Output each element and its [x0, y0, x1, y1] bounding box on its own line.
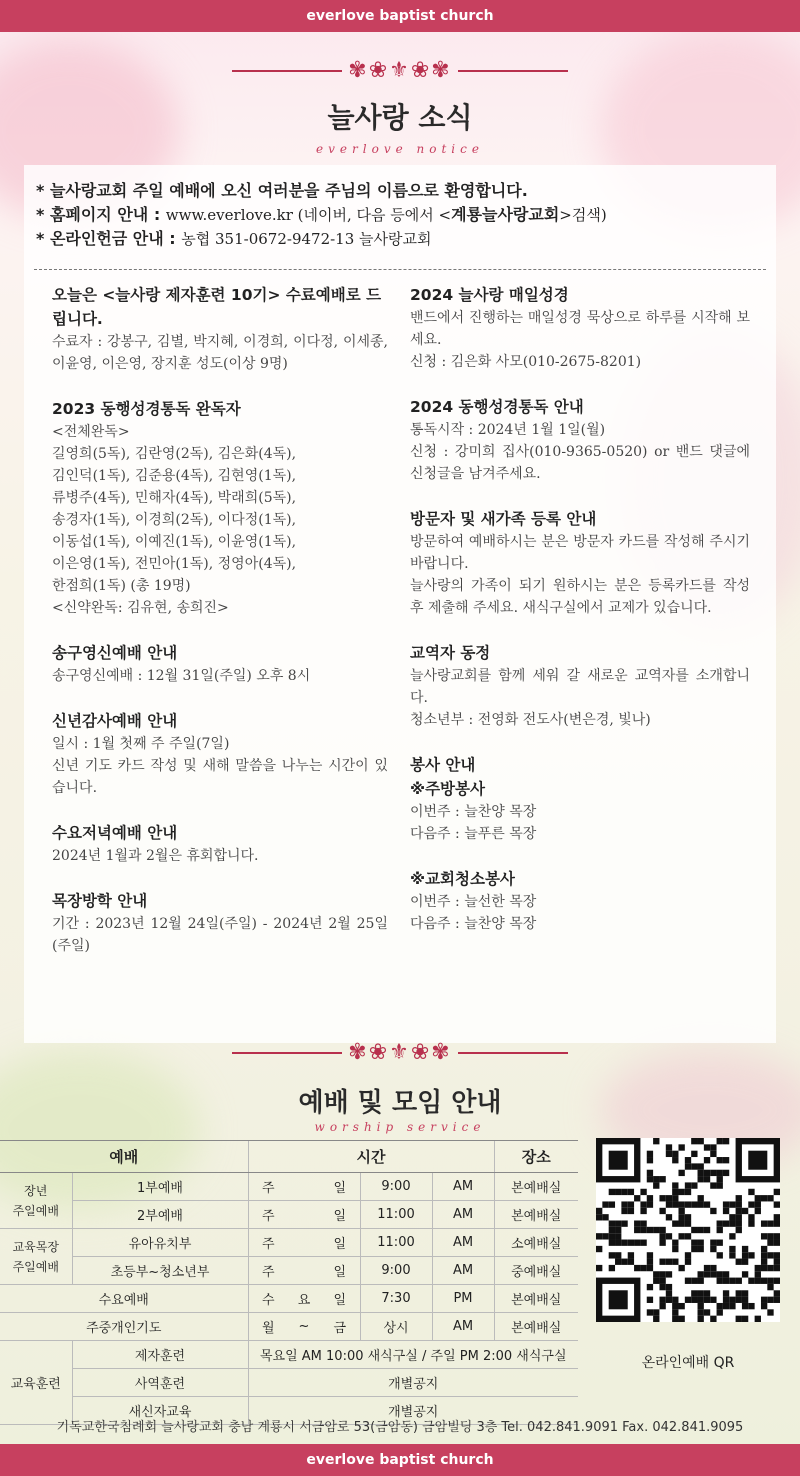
service-time: 9:00: [360, 1173, 432, 1201]
offering-line: * 온라인헌금 안내 : 농협 351-0672-9472-13 늘사랑교회: [36, 229, 432, 248]
am-pm: AM: [432, 1229, 494, 1257]
ornament-divider: ✾❀⚜❀✾: [0, 58, 800, 83]
section-title: 오늘은 <늘사랑 제자훈련 10기> 수료예배로 드립니다.: [52, 286, 382, 328]
notice-section: [52, 397, 388, 619]
am-pm: PM: [432, 1285, 494, 1313]
day-3: 일: [320, 1201, 360, 1229]
section-title: 교역자 동정: [410, 644, 491, 662]
section-body: 통독시작 : 2024년 1월 1일(월) 신청 : 강미희 집사(010-9365-0520) or 밴드 댓글에 신청글을 남겨주세요.: [410, 422, 750, 482]
qr-label: 온라인예배 QR: [641, 1355, 735, 1371]
table-header-row: [0, 1141, 578, 1173]
training-name: 제자훈련: [72, 1341, 248, 1369]
worship-table: [0, 1140, 578, 1425]
day-2: [288, 1229, 320, 1257]
service-place: 본예배실: [494, 1201, 578, 1229]
table-row: [0, 1369, 578, 1397]
worship-title: 예배 및 모임 안내: [298, 1088, 502, 1118]
notice-section: [52, 283, 388, 375]
day-1: 월: [248, 1313, 288, 1341]
section-body: 기간 : 2023년 12월 24일(주일) - 2024년 2월 25일(주일): [52, 916, 388, 954]
bottom-brand-band: [0, 1444, 800, 1476]
am-pm: AM: [432, 1173, 494, 1201]
section-title: 신년감사예배 안내: [52, 712, 178, 730]
section-title: 2024 늘사랑 매일성경: [410, 286, 569, 304]
notice-section: [52, 889, 388, 957]
worship-subtitle: worship service: [314, 1120, 486, 1134]
table-row: [0, 1257, 578, 1285]
section-body: 이번주 : 늘선한 목장 다음주 : 늘찬양 목장: [410, 894, 537, 932]
day-3: 일: [320, 1257, 360, 1285]
service-place: 본예배실: [494, 1173, 578, 1201]
notice-title: 늘사랑 소식: [327, 101, 473, 134]
notice-section: [410, 867, 750, 935]
am-pm: AM: [432, 1313, 494, 1341]
section-body: 이번주 : 늘찬양 목장 다음주 : 늘푸른 목장: [410, 804, 537, 842]
service-time: 상시: [360, 1313, 432, 1341]
service-time: 9:00: [360, 1257, 432, 1285]
welcome-notice: [24, 165, 776, 251]
section-body: <전체완독> 길영희(5독), 김란영(2독), 김은화(4독), 김인덕(1독), 김준용(4독), 김현영(1독), 류병주(4독), 민해자(4독), 박래희(5독), 송경자(1독), 이경희(2독), 이다정(1독), 이동섭(1독), 이예진(1독), 이윤영(1독), 이은영(1독), 전민아(1독), 정영아(4독), 한점희(1독) (총 19명) <신약완독: 김유현, 송희진>: [52, 424, 297, 616]
notice-section: [410, 283, 750, 373]
training-info: 개별공지: [248, 1369, 578, 1397]
service-place: 본예배실: [494, 1313, 578, 1341]
day-1: 주: [248, 1229, 288, 1257]
service-name: 주중개인기도: [0, 1313, 248, 1341]
day-2: [288, 1257, 320, 1285]
service-name: 2부예배: [72, 1201, 248, 1229]
training-group: 교육훈련: [0, 1341, 72, 1425]
notice-section: [410, 395, 750, 485]
service-name: 1부예배: [72, 1173, 248, 1201]
section-title: 수요저녁예배 안내: [52, 824, 178, 842]
table-row: [0, 1201, 578, 1229]
table-row: [0, 1313, 578, 1341]
notice-section: [52, 821, 388, 867]
right-column: [410, 283, 750, 957]
service-group: 교육목장 주일예배: [0, 1229, 72, 1285]
notice-panel: [24, 165, 776, 1043]
table-row: [0, 1341, 578, 1369]
header-time: 시간: [248, 1141, 494, 1173]
qr-code[interactable]: [596, 1138, 780, 1322]
service-time: 7:30: [360, 1285, 432, 1313]
brand-text: everlove baptist church: [306, 8, 494, 24]
day-2: ~: [288, 1313, 320, 1341]
notice-subtitle: everlove notice: [316, 142, 484, 156]
am-pm: AM: [432, 1201, 494, 1229]
table-row: [0, 1173, 578, 1201]
notice-section: [52, 641, 388, 687]
service-name: 수요예배: [0, 1285, 248, 1313]
service-place: 본예배실: [494, 1285, 578, 1313]
section-body: 수료자 : 강봉구, 김별, 박지혜, 이경희, 이다정, 이세종, 이윤영, 이은영, 장지훈 성도(이상 9명): [52, 334, 388, 372]
section-body: 밴드에서 진행하는 매일성경 묵상으로 하루를 시작해 보세요. 신청 : 김은화 사모(010-2675-8201): [410, 310, 750, 370]
service-place: 소예배실: [494, 1229, 578, 1257]
ornament-divider: ✾❀⚜❀✾: [0, 1040, 800, 1065]
day-1: 주: [248, 1173, 288, 1201]
header-service: 예배: [0, 1141, 248, 1173]
left-column: [52, 283, 388, 979]
training-name: 새신자교육: [72, 1397, 248, 1425]
top-brand-band: [0, 0, 800, 32]
section-title: 목장방학 안내: [52, 892, 148, 910]
am-pm: AM: [432, 1257, 494, 1285]
training-name: 사역훈련: [72, 1369, 248, 1397]
section-body: 방문하여 예배하시는 분은 방문자 카드를 작성해 주시기 바랍니다. 늘사랑의 가족이 되기 원하시는 분은 등록카드를 작성 후 제출해 주세요. 새식구실에서 교제가 있습니다.: [410, 534, 750, 616]
church-address: 기독교한국침례회 늘사랑교회 충남 계룡시 서금암로 53(금암동) 금암빌딩 3층 Tel. 042.841.9091 Fax. 042.841.9095: [56, 1420, 744, 1435]
day-3: 일: [320, 1285, 360, 1313]
service-name: 유아유치부: [72, 1229, 248, 1257]
day-3: 일: [320, 1229, 360, 1257]
section-title: ※교회청소봉사: [410, 870, 515, 888]
notice-section: [410, 507, 750, 619]
notice-section: [410, 641, 750, 731]
day-1: 주: [248, 1257, 288, 1285]
day-3: 금: [320, 1313, 360, 1341]
training-info: 개별공지: [248, 1397, 578, 1425]
table-row: [0, 1285, 578, 1313]
section-title: 2024 동행성경통독 안내: [410, 398, 584, 416]
brand-text: everlove baptist church: [306, 1452, 494, 1468]
day-2: 요: [288, 1285, 320, 1313]
notice-section: [410, 753, 750, 845]
service-place: 중예배실: [494, 1257, 578, 1285]
day-2: [288, 1201, 320, 1229]
section-body: 송구영신예배 : 12월 31일(주일) 오후 8시: [52, 668, 311, 684]
homepage-line: * 홈페이지 안내 : www.everlove.kr (네이버, 다음 등에서 <계룡늘사랑교회>검색): [36, 205, 607, 224]
section-title: 방문자 및 새가족 등록 안내: [410, 510, 597, 528]
training-info: 목요일 AM 10:00 새식구실 / 주일 PM 2:00 새식구실: [248, 1341, 578, 1369]
section-body: 일시 : 1월 첫째 주 주일(7일) 신년 기도 카드 작성 및 새해 말씀을 나누는 시간이 있습니다.: [52, 736, 388, 796]
section-title: 봉사 안내 ※주방봉사: [410, 756, 485, 798]
section-body: 2024년 1월과 2월은 휴회합니다.: [52, 848, 259, 864]
section-title: 송구영신예배 안내: [52, 644, 178, 662]
day-3: 일: [320, 1173, 360, 1201]
notice-section: [52, 709, 388, 799]
day-2: [288, 1173, 320, 1201]
section-title: 2023 동행성경통독 완독자: [52, 400, 241, 418]
header-place: 장소: [494, 1141, 578, 1173]
service-time: 11:00: [360, 1201, 432, 1229]
day-1: 주: [248, 1201, 288, 1229]
dashed-divider: [34, 269, 766, 270]
service-group: 장년 주일예배: [0, 1173, 72, 1229]
table-row: [0, 1229, 578, 1257]
service-time: 11:00: [360, 1229, 432, 1257]
welcome-line: * 늘사랑교회 주일 예배에 오신 여러분을 주님의 이름으로 환영합니다.: [36, 181, 528, 200]
service-name: 초등부~청소년부: [72, 1257, 248, 1285]
day-1: 수: [248, 1285, 288, 1313]
section-body: 늘사랑교회를 함께 세워 갈 새로운 교역자를 소개합니다. 청소년부 : 전영화 전도사(변은경, 빛나): [410, 668, 750, 728]
